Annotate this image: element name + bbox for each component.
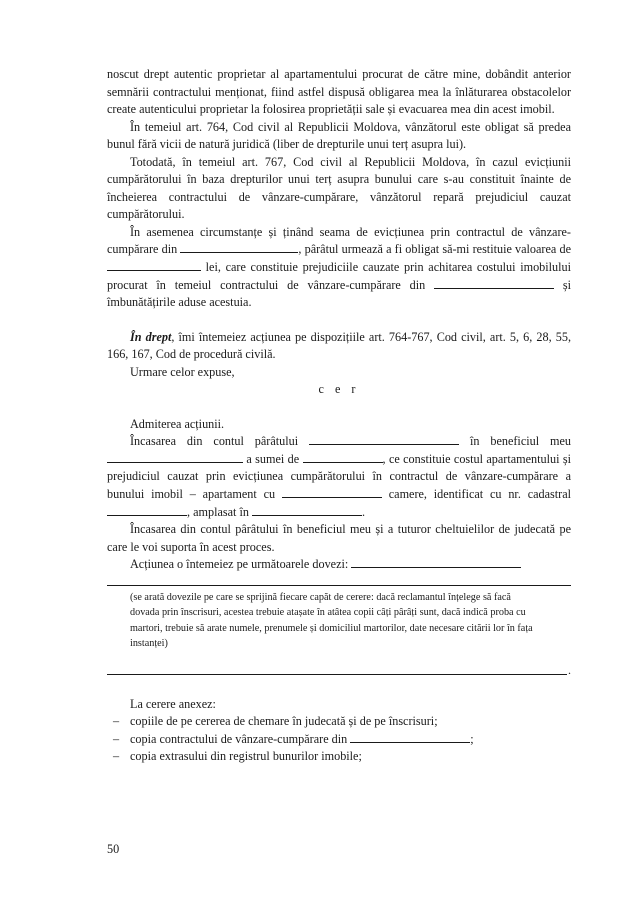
evidence-blank[interactable]	[351, 557, 521, 568]
evidence-line[interactable]	[107, 585, 571, 586]
request-evidence: Acțiunea o întemeiez pe următoarele dovezi:	[107, 556, 571, 574]
page-number: 50	[107, 842, 120, 856]
annex-contract-date-blank[interactable]	[350, 732, 470, 743]
beneficiary-blank[interactable]	[107, 452, 243, 463]
paragraph-conclusion: Urmare celor expuse,	[130, 364, 235, 379]
legal-basis-heading: În drept	[130, 329, 172, 344]
paragraph-legal-basis: În drept, îmi întemeiez acțiunea pe dispozițiile art. 764-767, Cod civil, art. 5, 6, 28, 55, 166, 167, Cod de procedură civilă.	[107, 329, 571, 362]
defendant-name-blank[interactable]	[309, 434, 459, 445]
evidence-line-2[interactable]: .	[107, 662, 571, 676]
annex-item: – copia contractului de vânzare-cumpărare din ;	[113, 731, 474, 746]
sum-amount-blank[interactable]	[303, 452, 383, 463]
paragraph-art-764: În temeiul art. 764, Cod civil al Republicii Moldova, vânzătorul este obligat să predea bunul fără vicii de natură juridică (liber de drepturile unui terț asupra lui).	[107, 119, 571, 152]
paragraph-eviction-context: noscut drept autentic proprietar al apartamentului procurat de către mine, dobândit anterior semnării contractului menționat, fiind astfel dispusă obligarea mea la înlăturarea obstacolelor create autenticului proprietar la folosirea proprietății sale și evacuarea mea din acest imobil.	[107, 67, 571, 117]
request-payment: Încasarea din contul pârâtului în beneficiul meu a sumei de , ce constituie costul apartamentului și prejudiciul cauzat prin evicțiunea cumpărătorului în contractul de vânzare-cumpărare a bunului imobil – apartament cu camere, identificat cu nr. cadastral , amplasat în .	[107, 434, 571, 519]
paragraph-restitution: În asemenea circumstanțe și ținând seama de evicțiunea prin contractul de vânzare-cumpărare din , pârâtul urmează a fi obligat să-mi restituie valoarea de lei, care constituie prejudiciile cauzate prin achitarea costului imobilului procurat în temeiul contractului de vânzare-cumpărare din și îmbunătățirile aduse acestuia.	[107, 224, 572, 310]
location-blank[interactable]	[252, 505, 362, 516]
request-heading: c e r	[318, 382, 360, 397]
evidence-instructions: (se arată dovezile pe care se sprijină fiecare capăt de cerere: dacă reclamantul înțelege să facă dovada prin înscrisuri, acestea trebuie atașate în atâtea copii câți pârâți sunt, dacă indică proba cu martori, trebuie să arate numele, prenumele și domiciliul martorilor, date necesare citării lor în fața instanței)	[130, 591, 533, 650]
annex-item: – copiile de pe cererea de chemare în judecată și de pe înscrisuri;	[113, 714, 438, 729]
cadastral-number-blank[interactable]	[107, 505, 187, 516]
rooms-count-blank[interactable]	[282, 487, 382, 498]
contract-date-blank[interactable]	[180, 242, 298, 253]
annex-title: La cerere anexez:	[130, 696, 216, 711]
request-admission: Admiterea acțiunii.	[130, 416, 225, 431]
annex-item: – copia extrasului din registrul bunurilor imobile;	[113, 749, 362, 764]
contract-date-blank-2[interactable]	[434, 278, 554, 289]
paragraph-art-767: Totodată, în temeiul art. 767, Cod civil al Republicii Moldova, în cazul evicțiunii cumpărătorului în baza drepturilor unui terț asupra bunului care s-au constituit înainte de încheierea contractului de vânzare-cumpărare, vânzătorul repară prejudiciul cauzat cumpărătorului.	[107, 154, 571, 222]
document-page	[107, 66, 571, 766]
value-amount-blank[interactable]	[107, 260, 201, 271]
request-court-costs: Încasarea din contul pârâtului în beneficiul meu și a tuturor cheltuielilor de judecată pe care le voi suporta în acest proces.	[107, 522, 571, 554]
